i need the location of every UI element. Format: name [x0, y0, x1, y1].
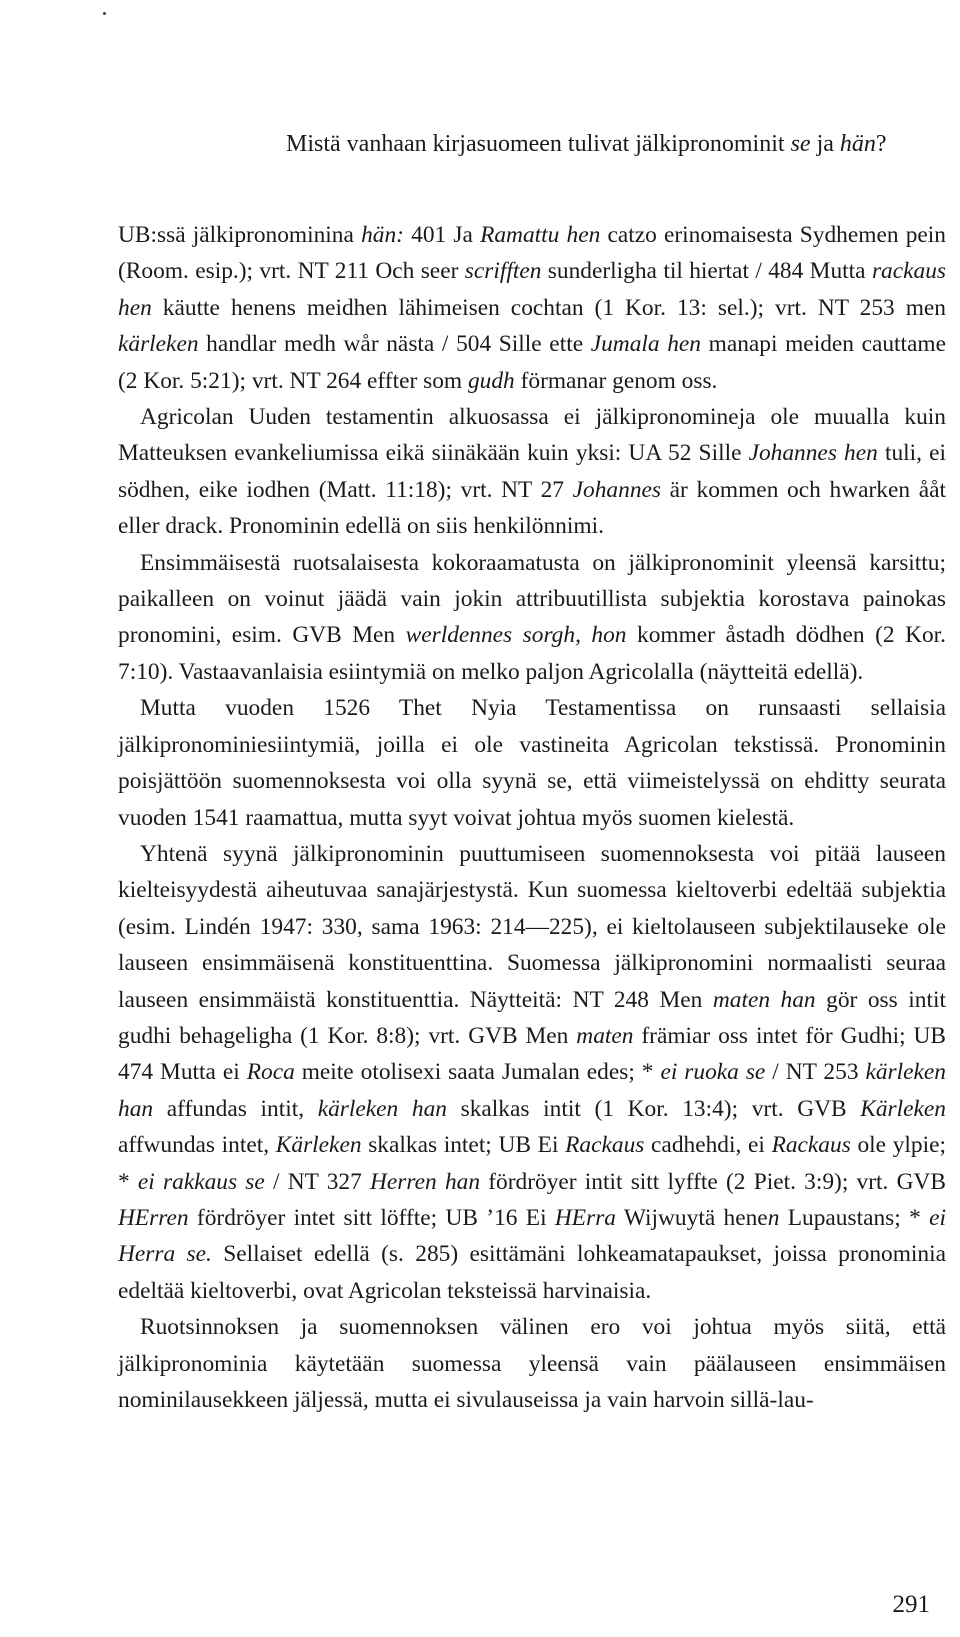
italic-run: gudh: [467, 367, 515, 394]
italic-run: kärleken: [118, 331, 199, 358]
text-run: meite otolisexi saata Jumalan edes; *: [294, 1059, 661, 1086]
italic-run: Johannes: [572, 476, 661, 503]
text-run: 401 Ja: [403, 222, 481, 248]
italic-run: hän:: [361, 222, 404, 248]
text-run: Agricolan Uuden testamentin alkuosassa ei jälkipronomineja ole muualla kuin Matteuksen evankeliumissa eikä siinäkään kuin yksi: UA 52 Sille: [118, 404, 946, 467]
italic-run: n: [767, 1204, 780, 1231]
text-run: / NT 327: [264, 1168, 371, 1195]
text-run: ole ylpie; *: [118, 1132, 947, 1195]
running-head-question-mark: ?: [875, 131, 887, 157]
page-number: 291: [892, 1591, 930, 1618]
text-run: förmanar genom oss.: [514, 367, 718, 394]
italic-run: ei ruoka se: [660, 1059, 766, 1086]
text-run: Ensimmäisestä ruotsalaisesta kokoraamatusta on jälkipronominit yleensä karsittu; paikalleen on voinut jäädä vain jokin attribuutillista subjektia korostava painokas pronomini, esim. GVB Men: [118, 549, 946, 649]
text-run: / NT 253: [765, 1059, 866, 1086]
italic-run: ei rakkaus se: [137, 1168, 265, 1195]
italic-run: Kärleken: [275, 1132, 362, 1159]
italic-run: kärleken han: [317, 1095, 447, 1122]
text-run: skalkas intet; UB Ei: [361, 1132, 566, 1159]
text-run: sunderligha til hiertat / 484 Mutta: [541, 258, 872, 285]
text-run: Sellaiset edellä (s. 285) esittämäni lohkeamatapaukset, joissa pronominia edeltää kieltoverbi, ovat Agricolan teksteissä harvinaisia.: [118, 1241, 946, 1304]
paragraph-1526-testament: [118, 690, 946, 836]
italic-run: Rackaus: [771, 1132, 851, 1159]
italic-run: maten han: [712, 986, 816, 1013]
running-head: [286, 128, 936, 160]
text-run: handlar medh wår nästa / 504 Sille ette: [198, 331, 591, 358]
text-run: Yhtenä syynä jälkipronominin puuttumiseen suomennoksesta voi pitää lauseen kielteisyydestä aiheutuvaa sanajärjestystä. Kun suomessa kieltoverbi edeltää subjektia (esim. Lindén 1947: 330, sama 1963: 214—225), ei kieltolauseen subjektilauseke ole lauseen ensimmäisenä konstituenttina. Suomessa jälkipronomini normaalisti seuraa lauseen ensimmäistä konstituenttia. Näytteitä: NT 248 Men: [118, 840, 946, 1013]
italic-run: Johannes hen: [748, 440, 878, 467]
running-head-italic-se: se: [790, 131, 811, 157]
running-head-text: Mistä vanhaan kirjasuomeen tulivat jälkipronominit: [286, 131, 791, 157]
text-run: gör oss intit gudhi behageligha (1 Kor. 8:8); vrt. GVB Men: [118, 986, 946, 1049]
italic-run: Herren han: [370, 1168, 481, 1195]
text-run: käutte henens meidhen lähimeisen cochtan (1 Kor. 13: sel.); vrt. NT 253 men: [151, 294, 946, 321]
italic-run: werldennes sorgh, hon: [405, 622, 627, 649]
italic-run: Jumala hen: [590, 331, 701, 358]
text-run: Wijwuytä hene: [616, 1204, 768, 1231]
text-run: Mutta vuoden 1526 Thet Nyia Testamentissa on runsaasti sellaisia jälkipronominiesiintymiä, joilla ei ole vastineita Agricolan tekstissä. Pronominin poisjättöön suomennoksesta voi olla syynä se, että viimeistelyssä on ehditty seurata vuoden 1541 raamattua, mutta syyt voivat johtua myös suomen kielestä.: [118, 695, 946, 831]
italic-run: Roca: [246, 1059, 295, 1086]
text-run: cadhehdi, ei: [644, 1132, 772, 1159]
text-run: UB:ssä jälkipronominina: [118, 222, 362, 248]
text-run: catzo erinomaisesta Sydhemen pein (Room. esip.); vrt. NT 211 Och seer: [118, 222, 946, 285]
body-text: [118, 217, 946, 1418]
italic-run: Kärleken: [860, 1095, 946, 1122]
italic-run: ei Herra se.: [118, 1204, 946, 1268]
text-run: fördröyer intet sitt löffte; UB ’16 Ei: [188, 1204, 555, 1231]
paragraph-main-clause: [118, 1309, 946, 1418]
text-run: är kommen och hwarken ååt eller drack. Pronominin edellä on siis henkilönnimi.: [118, 476, 946, 540]
text-run: tuli, ei södhen, eike iodhen (Matt. 11:18); vrt. NT 27: [118, 440, 946, 503]
italic-run: maten: [576, 1022, 634, 1049]
italic-run: kärleken han: [118, 1059, 947, 1122]
paragraph-agricola-new-testament: [118, 399, 946, 545]
paragraph-ub-examples: [118, 217, 946, 399]
running-head-italic-han: hän: [839, 131, 876, 157]
text-run: Ruotsinnoksen ja suomennoksen välinen ero voi johtua myös siitä, että jälkipronominia käytetään suomessa yleensä vain päälauseen ensimmäisen nominilausekkeen jäljessä, mutta ei sivulauseissa ja vain harvoin sillä-lau-: [118, 1314, 946, 1413]
text-run: Lupaustans; *: [779, 1204, 930, 1231]
text-run: främiar oss intet för Gudhi; UB 474 Mutta ei: [118, 1022, 946, 1086]
text-run: affwundas intet,: [118, 1132, 276, 1159]
paragraph-swedish-bible: [118, 545, 946, 691]
text-run: affundas intit,: [153, 1095, 318, 1122]
text-run: manapi meiden cauttame (2 Kor. 5:21); vrt. NT 264 effter som: [118, 331, 947, 394]
paragraph-negation-word-order: [118, 836, 946, 1309]
italic-run: Rackaus: [565, 1132, 645, 1159]
text-run: skalkas intit (1 Kor. 13:4); vrt. GVB: [446, 1095, 861, 1122]
text-run: fördröyer intit sitt lyffte (2 Piet. 3:9); vrt. GVB: [480, 1168, 946, 1195]
scan-speck: [103, 12, 106, 15]
text-run: kommer åstadh dödhen (2 Kor. 7:10). Vastaavanlaisia esiintymiä on melko paljon Agricolalla (näytteitä edellä).: [118, 622, 947, 685]
running-head-text-ja: ja: [810, 131, 840, 157]
italic-run: HErren: [118, 1204, 189, 1231]
italic-run: HErra: [554, 1204, 616, 1231]
italic-run: scrifften: [464, 258, 542, 285]
italic-run: rackaus hen: [118, 258, 946, 321]
italic-run: Ramattu hen: [480, 222, 601, 248]
